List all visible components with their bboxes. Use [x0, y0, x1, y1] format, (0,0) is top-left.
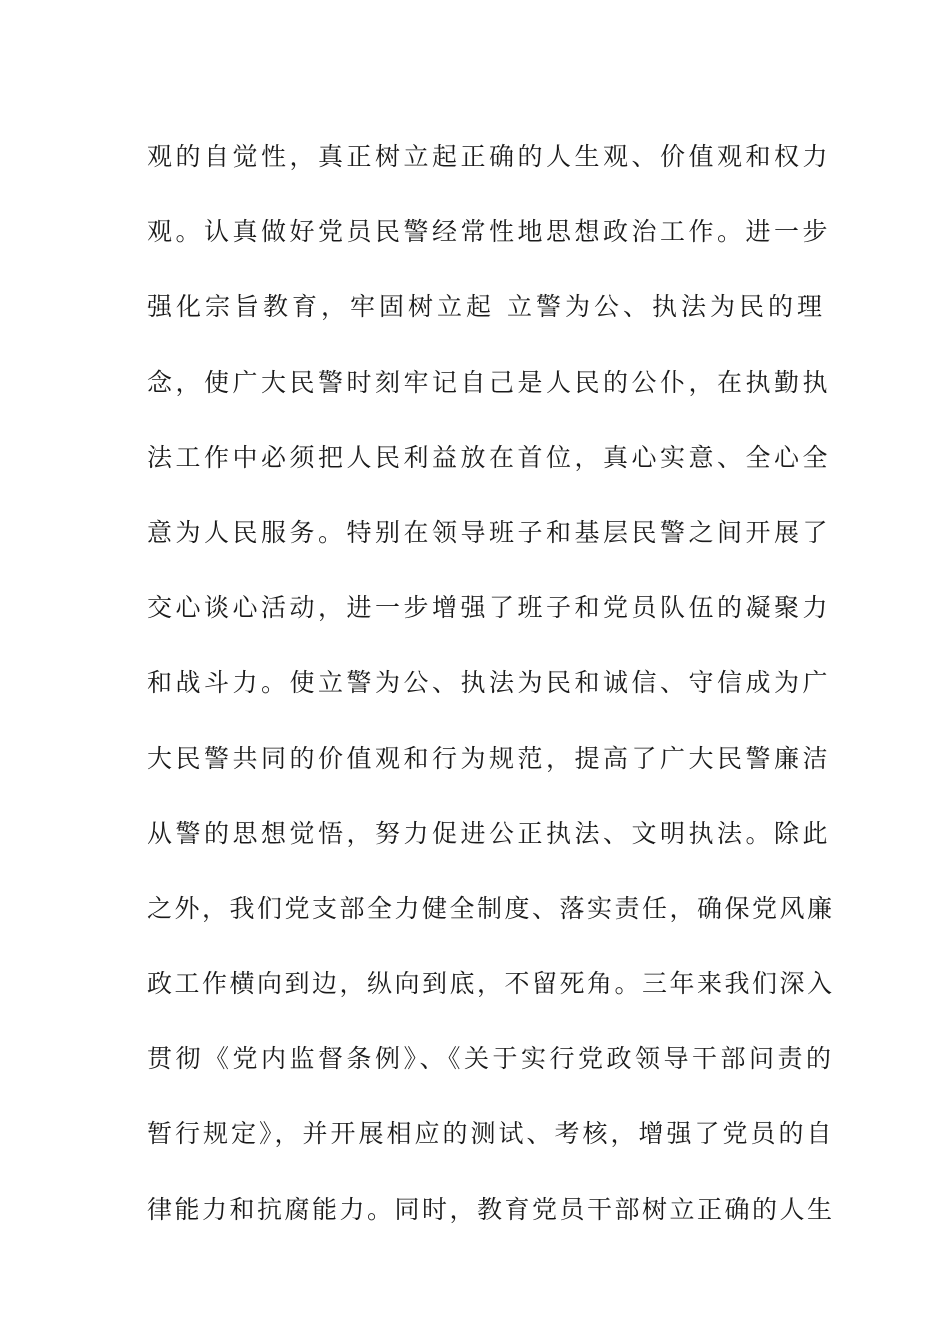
text-line: 念，使广大民警时刻牢记自己是人民的公仆，在执勤执 [147, 367, 832, 397]
text-line: 暂行规定》，并开展相应的测试、考核，增强了党员的自 [147, 1119, 835, 1149]
text-line: 交心谈心活动，进一步增强了班子和党员队伍的凝聚力 [147, 593, 832, 623]
text-line: 意为人民服务。特别在领导班子和基层民警之间开展了 [147, 517, 832, 547]
text-line: 法工作中必须把人民利益放在首位，真心实意、全心全 [147, 442, 832, 472]
body-text [147, 133, 835, 1261]
text-line: 强化宗旨教育，牢固树立起 立警为公、执法为民的理 [147, 292, 826, 322]
text-line: 观的自觉性，真正树立起正确的人生观、价值观和权力 [147, 142, 832, 171]
text-line: 政工作横向到边，纵向到底，不留死角。三年来我们深入 [147, 969, 835, 999]
text-line: 和战斗力。使立警为公、执法为民和诚信、守信成为广 [147, 668, 832, 698]
text-line: 律能力和抗腐能力。同时，教育党员干部树立正确的人生 [147, 1194, 835, 1224]
text-line: 贯彻《党内监督条例》、《关于实行党政领导干部问责的 [147, 1044, 835, 1074]
text-line: 从警的思想觉悟，努力促进公正执法、文明执法。除此 [147, 818, 832, 848]
text-line: 观。认真做好党员民警经常性地思想政治工作。进一步 [147, 217, 832, 247]
text-line: 大民警共同的价值观和行为规范，提高了广大民警廉洁 [147, 743, 832, 773]
text-line: 之外，我们党支部全力健全制度、落实责任，确保党风廉 [147, 893, 835, 923]
